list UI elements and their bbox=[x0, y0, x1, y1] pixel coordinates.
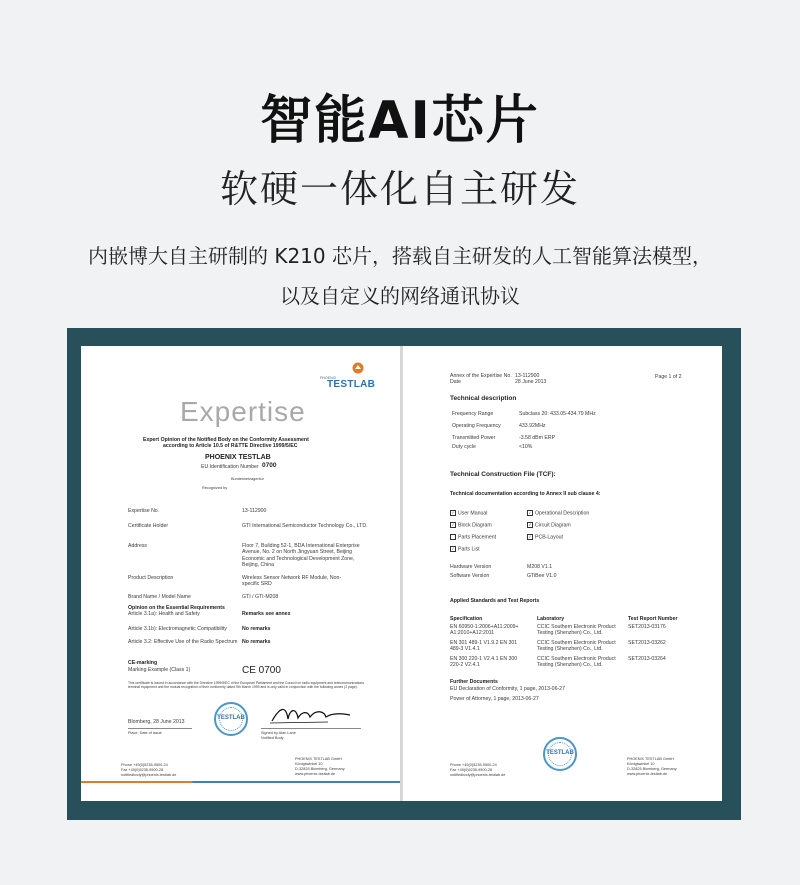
standard-spec: EN 300 220-1 V2.4.1 EN 300 220-2 V2.4.1 bbox=[450, 656, 518, 669]
expertise-heading: Expertise bbox=[180, 396, 306, 427]
signed-role: Notified Body bbox=[261, 736, 284, 740]
checklist-label: Parts Placement bbox=[458, 534, 497, 541]
footer-company: PHOENIX TESTLAB GmbH bbox=[627, 757, 674, 761]
ce-mark: CE 0700 bbox=[242, 665, 281, 676]
checkbox-icon: ✓ bbox=[528, 534, 532, 539]
checkbox-icon: ✓ bbox=[528, 522, 532, 527]
checklist-label: Operational Description bbox=[535, 510, 590, 517]
checkbox-icon: ✓ bbox=[528, 510, 532, 515]
certificate-frame bbox=[67, 328, 741, 820]
checkbox-icon: ✓ bbox=[451, 522, 455, 527]
footer-street: Königswinkel 10 bbox=[627, 762, 655, 766]
footer-city: D-32825 Blomberg, Germany bbox=[295, 767, 345, 771]
standard-lab: CCIC Southern Electronic Product Testing (Shenzhen) Co., Ltd. bbox=[537, 656, 616, 669]
standard-spec: EN 301 489-1 V1.9.2 EN 301 489-3 V1.4.1 bbox=[450, 640, 518, 653]
footer-city: D-32825 Blomberg, Germany bbox=[627, 767, 677, 771]
logo-text: TESTLAB bbox=[327, 379, 376, 390]
checkbox-icon: ✓ bbox=[451, 510, 455, 515]
checklist-label: Circuit Diagram bbox=[535, 522, 571, 529]
footer-web: www.phoenix-testlab.de bbox=[627, 772, 668, 776]
tech-label: Frequency Range bbox=[452, 411, 494, 417]
footer-email: notifiedbody@phoenix-testlab.de bbox=[121, 773, 177, 777]
checklist-item bbox=[527, 510, 589, 517]
checkbox-icon bbox=[450, 534, 456, 540]
checklist-item bbox=[527, 534, 563, 541]
sw-label: Software Version bbox=[450, 573, 490, 579]
standard-report: SET2013-03264 bbox=[628, 656, 666, 662]
tech-value: Subclass 20: 433.05-434.79 MHz bbox=[519, 411, 596, 417]
field-value: GTI / GTI-M208 bbox=[242, 594, 279, 600]
standard-spec: EN 60950-1:2006+A11:2009+ A1:2010+A12:2011 bbox=[450, 624, 519, 637]
tech-title: Technical description bbox=[450, 395, 517, 402]
field-label: Address bbox=[128, 543, 148, 549]
description-line-2: 以及自定义的网络通讯协议 bbox=[280, 284, 520, 308]
hw-value: M208 V1.1 bbox=[527, 564, 553, 570]
sw-value: GTiBee V1.0 bbox=[527, 573, 557, 579]
further-doc: EU Declaration of Conformity, 1 page, 2013-06-27 bbox=[450, 686, 565, 692]
footer-email: notifiedbody@phoenix-testlab.de bbox=[450, 773, 506, 777]
testlab-logo-icon bbox=[352, 362, 364, 374]
tech-value: <10% bbox=[519, 444, 533, 450]
testlab-stamp bbox=[214, 702, 248, 736]
date-label: Date bbox=[450, 379, 461, 385]
requirement-value: Remarks see annex bbox=[242, 611, 291, 617]
standards-title: Applied Standards and Test Reports bbox=[450, 598, 540, 604]
tech-value: 433.92MHz bbox=[519, 423, 546, 429]
testlab-stamp bbox=[543, 737, 577, 771]
hw-label: Hardware Version bbox=[450, 564, 492, 570]
signed-by: Signed by Alan Lane bbox=[261, 731, 296, 735]
column-header: Laboratory bbox=[537, 616, 565, 622]
checklist-label: PCB-Layout bbox=[535, 534, 563, 541]
footer-fax: Fax +49(0)5235-9500-28 bbox=[450, 768, 493, 772]
stamp-text: TESTLAB bbox=[546, 750, 574, 756]
page-subtitle: 软硬一体化自主研发 bbox=[219, 167, 580, 211]
tcf-title: Technical Construction File (TCF): bbox=[450, 471, 556, 478]
certificate-page-left bbox=[81, 346, 400, 801]
field-value: Floor 7, Building 52-1, BDA International Enterprise Avenue, No. 2 on North Jingyuan Street, Beijing Economic and Technological Development Zone, Beijing, China bbox=[242, 543, 360, 568]
logo-small-text: PHOENIX bbox=[320, 376, 337, 380]
further-title: Further Documents bbox=[450, 679, 498, 685]
checklist-item bbox=[527, 522, 571, 529]
field-value: GTI International Semiconductor Technology Co., LTD. bbox=[242, 523, 368, 529]
opinion-line-2: according to Article 10.5 of R&TTE Directive 1999/5/EC bbox=[163, 443, 298, 449]
page-number: Page 1 of 2 bbox=[655, 374, 682, 380]
column-header: Specification bbox=[450, 616, 483, 622]
requirement-value: No remarks bbox=[242, 639, 271, 645]
column-header: Test Report Number bbox=[628, 616, 678, 622]
opinion-line-1: Expert Opinion of the Notified Body on the Conformity Assessment bbox=[143, 437, 309, 443]
agency-label: Bundesnetzagentur bbox=[231, 477, 264, 481]
page-title: 智能AI芯片 bbox=[260, 91, 540, 151]
tcf-subtitle: Technical documentation according to Annex II sub clause 4: bbox=[450, 491, 601, 497]
checkbox-icon: ✓ bbox=[451, 546, 455, 551]
footer-color-bar bbox=[81, 781, 400, 783]
eu-id-value: 0700 bbox=[262, 462, 277, 469]
checklist-label: Block Diagram bbox=[458, 522, 492, 529]
place-label: Place, Date of issue bbox=[128, 731, 162, 735]
opinion-title: Opinion on the Essential Requirements bbox=[128, 605, 225, 611]
checklist-item bbox=[450, 546, 480, 553]
requirement-label: Article 3.1a): Health and Safety bbox=[128, 611, 200, 617]
requirement-label: Article 3.2: Effective Use of the Radio Spectrum bbox=[128, 639, 238, 645]
date-value: 28 June 2013 bbox=[515, 379, 547, 385]
field-label: Certificate Holder bbox=[128, 523, 169, 529]
footer-street: Königswinkel 10 bbox=[295, 762, 323, 766]
tech-label: Operating Frequency bbox=[452, 423, 501, 429]
field-label: Product Description bbox=[128, 575, 174, 581]
footer-web: www.phoenix-testlab.de bbox=[295, 772, 336, 776]
checklist-label: Parts List bbox=[458, 546, 480, 553]
standard-report: SET2013-03262 bbox=[628, 640, 666, 646]
org-name: PHOENIX TESTLAB bbox=[205, 454, 271, 461]
field-label: Brand Name / Model Name bbox=[128, 594, 191, 600]
standard-report: SET2013-03176 bbox=[628, 624, 666, 630]
divider bbox=[128, 728, 192, 729]
further-doc: Power of Attorney, 1 page, 2013-06-27 bbox=[450, 696, 539, 702]
checklist-item bbox=[450, 522, 492, 529]
footer-fax: Fax +49(0)5235-9500-28 bbox=[121, 768, 164, 772]
place-date: Blomberg, 28 June 2013 bbox=[128, 719, 185, 725]
footer-company: PHOENIX TESTLAB GmbH bbox=[295, 757, 342, 761]
checklist-item bbox=[450, 534, 496, 541]
tech-label: Transmitted Power bbox=[452, 435, 496, 441]
eu-id-label: EU Identification Number bbox=[201, 464, 259, 470]
tech-label: Duty cycle bbox=[452, 444, 476, 450]
ce-title: CE-marking bbox=[128, 660, 158, 666]
footer-phone: Phone +49(0)5235-9500-24 bbox=[450, 763, 497, 767]
field-value: Wireless Sensor Network RF Module, Non-specific SRD bbox=[242, 575, 342, 588]
checklist-label: User Manual bbox=[458, 510, 488, 517]
requirement-value: No remarks bbox=[242, 626, 271, 632]
stamp-text: TESTLAB bbox=[217, 715, 245, 721]
tech-value: -3.58 dBm ERP bbox=[519, 435, 556, 441]
field-value: 13-112900 bbox=[242, 508, 267, 514]
certificate-page-right bbox=[403, 346, 722, 801]
footer-phone: Phone +49(0)5235-9500-24 bbox=[121, 763, 168, 767]
recognized-label: Recognized by bbox=[202, 486, 228, 490]
description-line-1: 内嵌博大自主研制的 K210 芯片，搭载自主研发的人工智能算法模型， bbox=[87, 244, 712, 268]
checklist-item bbox=[450, 510, 487, 517]
requirement-label: Article 3.1b): Electromagnetic Compatibility bbox=[128, 626, 227, 632]
annex-label: Annex of the Expertise No. bbox=[450, 373, 512, 379]
annex-value: 13-112900 bbox=[515, 373, 540, 379]
standard-lab: CCIC Southern Electronic Product Testing (Shenzhen) Co., Ltd. bbox=[537, 640, 616, 653]
standard-lab: CCIC Southern Electronic Product Testing (Shenzhen) Co., Ltd. bbox=[537, 624, 616, 637]
signature-image bbox=[268, 703, 354, 727]
divider bbox=[261, 728, 361, 729]
ce-label: Marking Example (Class 1) bbox=[128, 667, 191, 673]
issued-note: This certificate is issued in accordance with the Directive 1999/5/EC of the European Parliament and the Council on radio equipment and telecommunications terminal equipment and the mutual recognition of their conformity dated 9th March 1999 and is only valid in conjunction with the following annex (2 page). bbox=[128, 681, 364, 690]
field-label: Expertise No. bbox=[128, 508, 160, 514]
